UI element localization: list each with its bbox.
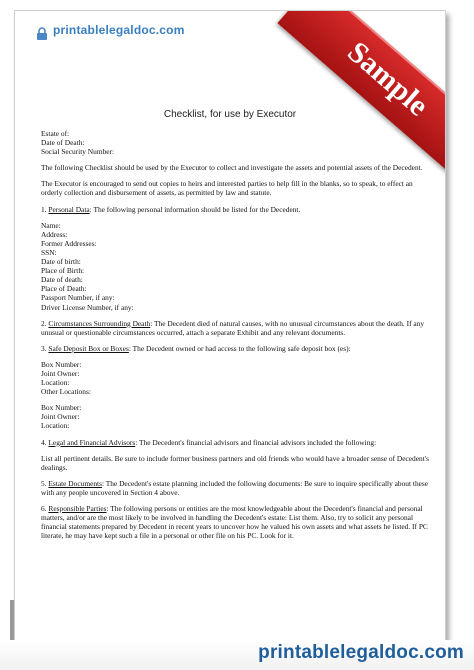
paragraph-2: The Executor is encouraged to send out copies to heirs and interested parties to help fill in the blanks, so to speak, to effect an orderly collection and disbursement of assets, as permitted by law and statute. xyxy=(41,179,413,198)
section-4-heading: 4. Legal and Financial Advisors: The Decedent's financial advisors and financial advisors included the following: xyxy=(41,437,377,447)
section-1-fields xyxy=(41,221,435,312)
footer-bar xyxy=(0,640,474,670)
section-5-title: Estate Documents xyxy=(48,478,102,488)
field-label: Location: xyxy=(41,378,70,388)
header-site-url[interactable]: printablelegaldoc.com xyxy=(53,23,185,37)
field-label: Date of death: xyxy=(41,275,83,285)
field-label: Place of Death: xyxy=(41,284,87,294)
section-2: 2. Circumstances Surrounding Death: The Decedent died of natural causes, with no unusual circumstances about the death. If any unusual or questionable circumstances occurred, attach a separate Exhibit and any relevant documents. xyxy=(41,318,425,337)
field-label: Passport Number, if any: xyxy=(41,293,115,303)
field-label: Name: xyxy=(41,220,61,230)
paragraph-1: The following Checklist should be used by the Executor to collect and investigate the assets and potential assets of the Decedent. xyxy=(41,163,423,173)
field-label: Place of Birth: xyxy=(41,266,85,276)
section-4-paragraph: List all pertinent details. Be sure to include former business partners and old friends who would have a broader sense of Decedent's dealings. xyxy=(41,453,429,472)
field-label: Box Number: xyxy=(41,403,82,413)
field-label: SSN: xyxy=(41,247,57,257)
intro-field: Social Security Number: xyxy=(41,147,115,157)
section-1-heading: 1. Personal Data: The following personal information should be listed for the Decedent. xyxy=(41,204,301,214)
field-label: Driver License Number, if any: xyxy=(41,302,134,312)
section-5: 5. Estate Documents: The Decedent's estate planning included the following documents: Be sure to inquire specifically about these with any people uncovered in Section 4 above. xyxy=(41,478,429,497)
field-label: Joint Owner: xyxy=(41,412,80,422)
intro-field: Estate of: xyxy=(41,129,70,138)
section-4-title: Legal and Financial Advisors xyxy=(48,437,136,447)
intro-fields xyxy=(41,129,435,156)
document-body xyxy=(41,129,435,547)
section-2-title: Circumstances Surrounding Death xyxy=(48,318,151,328)
section-6-title: Responsible Parties xyxy=(48,504,107,513)
section-3-fields-b xyxy=(41,403,435,430)
field-label: Former Addresses: xyxy=(41,238,97,248)
field-label: Joint Owner: xyxy=(41,368,80,378)
document-title: Checklist, for use by Executor xyxy=(163,109,297,120)
sample-stamp-text: Sample xyxy=(341,35,435,123)
intro-field: Date of Death: xyxy=(41,138,85,148)
section-1-title: Personal Data xyxy=(48,204,90,214)
field-label: Date of birth: xyxy=(41,257,81,267)
page-curl-shadow xyxy=(10,600,14,640)
section-6: 6. Responsible Parties: The following persons or entities are the most knowledgeable about the Decedent's financial and personal matters, and/or are the most likely to be involved in handling the Decedent's estate: List them. Also, try to solicit any personal financial statements prepared by Decedent in recent years to uncover how he valued his own assets and what assets he listed. If PC literate, he may have kept such a file in a personal or other file on his PC. Look for it. xyxy=(41,504,428,541)
lock-icon xyxy=(35,27,49,41)
field-label: Location: xyxy=(41,421,70,431)
section-3-fields-a xyxy=(41,360,435,396)
field-label: Box Number: xyxy=(41,359,82,369)
field-label: Address: xyxy=(41,229,68,239)
section-3-heading: 3. Safe Deposit Box or Boxes: The Decedent owned or had access to the following safe deposit box (es): xyxy=(41,343,351,353)
document-page xyxy=(14,10,446,644)
section-3-title: Safe Deposit Box or Boxes xyxy=(48,343,129,353)
footer-site-url[interactable]: printablelegaldoc.com xyxy=(258,642,464,663)
field-label: Other Locations: xyxy=(41,387,91,397)
